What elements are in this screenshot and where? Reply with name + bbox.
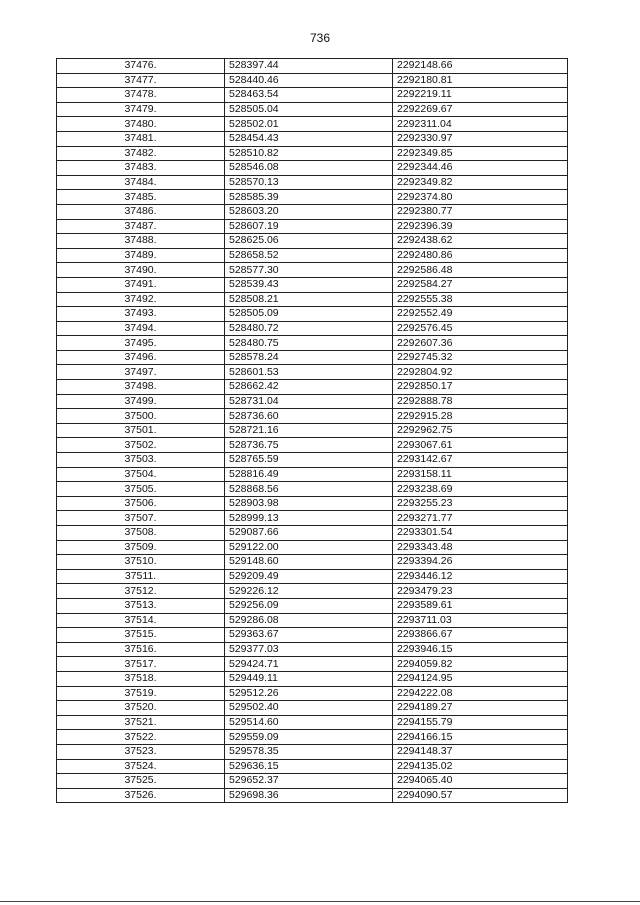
point-number-cell: 37521. (57, 715, 225, 730)
table-row (57, 307, 568, 322)
northing-cell: 2294222.08 (393, 686, 568, 701)
table-row (57, 365, 568, 380)
point-number-cell: 37500. (57, 409, 225, 424)
point-number-cell: 37485. (57, 190, 225, 205)
point-number-cell: 37481. (57, 131, 225, 146)
easting-cell: 528999.13 (225, 511, 393, 526)
easting-cell: 528570.13 (225, 175, 393, 190)
northing-cell: 2292586.48 (393, 263, 568, 278)
page-number: 736 (309, 31, 331, 45)
table-row (57, 701, 568, 716)
easting-cell: 529514.60 (225, 715, 393, 730)
table-row (57, 511, 568, 526)
point-number-cell: 37509. (57, 540, 225, 555)
table-row (57, 759, 568, 774)
point-number-cell: 37502. (57, 438, 225, 453)
easting-cell: 528578.24 (225, 350, 393, 365)
northing-cell: 2292480.86 (393, 248, 568, 263)
table-row (57, 321, 568, 336)
northing-cell: 2292888.78 (393, 394, 568, 409)
point-number-cell: 37524. (57, 759, 225, 774)
table-row (57, 496, 568, 511)
easting-cell: 528585.39 (225, 190, 393, 205)
northing-cell: 2294135.02 (393, 759, 568, 774)
table-row (57, 219, 568, 234)
table-row (57, 482, 568, 497)
easting-cell: 528480.72 (225, 321, 393, 336)
point-number-cell: 37501. (57, 423, 225, 438)
point-number-cell: 37497. (57, 365, 225, 380)
easting-cell: 528721.16 (225, 423, 393, 438)
table-body (57, 59, 568, 803)
point-number-cell: 37478. (57, 88, 225, 103)
table-row (57, 350, 568, 365)
point-number-cell: 37511. (57, 569, 225, 584)
northing-cell: 2292330.97 (393, 131, 568, 146)
easting-cell: 528658.52 (225, 248, 393, 263)
northing-cell: 2293343.48 (393, 540, 568, 555)
point-number-cell: 37504. (57, 467, 225, 482)
point-number-cell: 37517. (57, 657, 225, 672)
table-row (57, 336, 568, 351)
point-number-cell: 37514. (57, 613, 225, 628)
table-row (57, 555, 568, 570)
point-number-cell: 37488. (57, 234, 225, 249)
easting-cell: 528765.59 (225, 453, 393, 468)
point-number-cell: 37491. (57, 277, 225, 292)
northing-cell: 2292552.49 (393, 307, 568, 322)
northing-cell: 2292269.67 (393, 102, 568, 117)
northing-cell: 2294059.82 (393, 657, 568, 672)
point-number-cell: 37523. (57, 744, 225, 759)
easting-cell: 529502.40 (225, 701, 393, 716)
northing-cell: 2292219.11 (393, 88, 568, 103)
table-row (57, 613, 568, 628)
table-row (57, 161, 568, 176)
table-row (57, 657, 568, 672)
northing-cell: 2294124.95 (393, 671, 568, 686)
easting-cell: 528607.19 (225, 219, 393, 234)
point-number-cell: 37493. (57, 307, 225, 322)
easting-cell: 528508.21 (225, 292, 393, 307)
table-row (57, 744, 568, 759)
table-row (57, 131, 568, 146)
northing-cell: 2292374.80 (393, 190, 568, 205)
point-number-cell: 37483. (57, 161, 225, 176)
northing-cell: 2292555.38 (393, 292, 568, 307)
point-number-cell: 37526. (57, 788, 225, 803)
point-number-cell: 37499. (57, 394, 225, 409)
northing-cell: 2292396.39 (393, 219, 568, 234)
table-row (57, 642, 568, 657)
point-number-cell: 37516. (57, 642, 225, 657)
table-row (57, 526, 568, 541)
easting-cell: 528736.75 (225, 438, 393, 453)
easting-cell: 529652.37 (225, 774, 393, 789)
northing-cell: 2293255.23 (393, 496, 568, 511)
point-number-cell: 37492. (57, 292, 225, 307)
table-row (57, 438, 568, 453)
northing-cell: 2293238.69 (393, 482, 568, 497)
northing-cell: 2293589.61 (393, 598, 568, 613)
table-row (57, 146, 568, 161)
easting-cell: 528903.98 (225, 496, 393, 511)
table-row (57, 453, 568, 468)
table-row (57, 204, 568, 219)
northing-cell: 2292607.36 (393, 336, 568, 351)
table-row (57, 774, 568, 789)
northing-cell: 2293479.23 (393, 584, 568, 599)
easting-cell: 528601.53 (225, 365, 393, 380)
point-number-cell: 37477. (57, 73, 225, 88)
table-row (57, 686, 568, 701)
easting-cell: 528539.43 (225, 277, 393, 292)
point-number-cell: 37503. (57, 453, 225, 468)
easting-cell: 528505.09 (225, 307, 393, 322)
easting-cell: 528731.04 (225, 394, 393, 409)
point-number-cell: 37515. (57, 628, 225, 643)
table-row (57, 671, 568, 686)
easting-cell: 528397.44 (225, 59, 393, 74)
easting-cell: 528816.49 (225, 467, 393, 482)
northing-cell: 2293866.67 (393, 628, 568, 643)
point-number-cell: 37520. (57, 701, 225, 716)
point-number-cell: 37505. (57, 482, 225, 497)
northing-cell: 2292745.32 (393, 350, 568, 365)
easting-cell: 528505.04 (225, 102, 393, 117)
northing-cell: 2292349.82 (393, 175, 568, 190)
northing-cell: 2292962.75 (393, 423, 568, 438)
northing-cell: 2292915.28 (393, 409, 568, 424)
northing-cell: 2294166.15 (393, 730, 568, 745)
easting-cell: 529087.66 (225, 526, 393, 541)
northing-cell: 2292311.04 (393, 117, 568, 132)
table-row (57, 248, 568, 263)
easting-cell: 529636.15 (225, 759, 393, 774)
point-number-cell: 37494. (57, 321, 225, 336)
easting-cell: 528502.01 (225, 117, 393, 132)
table-row (57, 467, 568, 482)
point-number-cell: 37486. (57, 204, 225, 219)
easting-cell: 529122.00 (225, 540, 393, 555)
table-row (57, 73, 568, 88)
northing-cell: 2292584.27 (393, 277, 568, 292)
easting-cell: 528603.20 (225, 204, 393, 219)
point-number-cell: 37498. (57, 380, 225, 395)
table-row (57, 234, 568, 249)
table-row (57, 88, 568, 103)
northing-cell: 2292180.81 (393, 73, 568, 88)
page-bottom-edge (0, 901, 640, 902)
point-number-cell: 37479. (57, 102, 225, 117)
easting-cell: 528577.30 (225, 263, 393, 278)
point-number-cell: 37496. (57, 350, 225, 365)
easting-cell: 529256.09 (225, 598, 393, 613)
northing-cell: 2293394.26 (393, 555, 568, 570)
point-number-cell: 37525. (57, 774, 225, 789)
point-number-cell: 37506. (57, 496, 225, 511)
table-row (57, 730, 568, 745)
table-row (57, 263, 568, 278)
easting-cell: 529377.03 (225, 642, 393, 657)
table-row (57, 584, 568, 599)
table-row (57, 277, 568, 292)
point-number-cell: 37522. (57, 730, 225, 745)
easting-cell: 529698.36 (225, 788, 393, 803)
point-number-cell: 37489. (57, 248, 225, 263)
northing-cell: 2293446.12 (393, 569, 568, 584)
point-number-cell: 37513. (57, 598, 225, 613)
northing-cell: 2292344.46 (393, 161, 568, 176)
northing-cell: 2293158.11 (393, 467, 568, 482)
point-number-cell: 37495. (57, 336, 225, 351)
easting-cell: 529226.12 (225, 584, 393, 599)
table-row (57, 190, 568, 205)
northing-cell: 2293142.67 (393, 453, 568, 468)
table-row (57, 380, 568, 395)
easting-cell: 528736.60 (225, 409, 393, 424)
table-row (57, 788, 568, 803)
table-row (57, 540, 568, 555)
northing-cell: 2294065.40 (393, 774, 568, 789)
point-number-cell: 37512. (57, 584, 225, 599)
northing-cell: 2292576.45 (393, 321, 568, 336)
table-row (57, 394, 568, 409)
easting-cell: 528440.46 (225, 73, 393, 88)
easting-cell: 529148.60 (225, 555, 393, 570)
table-row (57, 409, 568, 424)
point-number-cell: 37484. (57, 175, 225, 190)
point-number-cell: 37490. (57, 263, 225, 278)
table-row (57, 423, 568, 438)
easting-cell: 529286.08 (225, 613, 393, 628)
point-number-cell: 37480. (57, 117, 225, 132)
northing-cell: 2292438.62 (393, 234, 568, 249)
northing-cell: 2293271.77 (393, 511, 568, 526)
easting-cell: 528480.75 (225, 336, 393, 351)
point-number-cell: 37487. (57, 219, 225, 234)
northing-cell: 2293301.54 (393, 526, 568, 541)
easting-cell: 528463.54 (225, 88, 393, 103)
point-number-cell: 37510. (57, 555, 225, 570)
easting-cell: 528662.42 (225, 380, 393, 395)
easting-cell: 529449.11 (225, 671, 393, 686)
easting-cell: 529559.09 (225, 730, 393, 745)
easting-cell: 529578.35 (225, 744, 393, 759)
northing-cell: 2294148.37 (393, 744, 568, 759)
northing-cell: 2294189.27 (393, 701, 568, 716)
table-row (57, 175, 568, 190)
point-number-cell: 37519. (57, 686, 225, 701)
northing-cell: 2292804.92 (393, 365, 568, 380)
table-row (57, 59, 568, 74)
northing-cell: 2293067.61 (393, 438, 568, 453)
northing-cell: 2292148.66 (393, 59, 568, 74)
coordinates-table (56, 58, 568, 803)
northing-cell: 2292349.85 (393, 146, 568, 161)
northing-cell: 2294090.57 (393, 788, 568, 803)
easting-cell: 529424.71 (225, 657, 393, 672)
northing-cell: 2294155.79 (393, 715, 568, 730)
easting-cell: 528510.82 (225, 146, 393, 161)
easting-cell: 528868.56 (225, 482, 393, 497)
table-row (57, 102, 568, 117)
table-row (57, 715, 568, 730)
point-number-cell: 37482. (57, 146, 225, 161)
table-row (57, 598, 568, 613)
northing-cell: 2293946.15 (393, 642, 568, 657)
easting-cell: 529209.49 (225, 569, 393, 584)
northing-cell: 2292850.17 (393, 380, 568, 395)
easting-cell: 529512.26 (225, 686, 393, 701)
easting-cell: 528625.06 (225, 234, 393, 249)
table-row (57, 628, 568, 643)
point-number-cell: 37507. (57, 511, 225, 526)
point-number-cell: 37518. (57, 671, 225, 686)
easting-cell: 529363.67 (225, 628, 393, 643)
table-row (57, 117, 568, 132)
easting-cell: 528546.08 (225, 161, 393, 176)
easting-cell: 528454.43 (225, 131, 393, 146)
table-row (57, 292, 568, 307)
northing-cell: 2293711.03 (393, 613, 568, 628)
northing-cell: 2292380.77 (393, 204, 568, 219)
point-number-cell: 37476. (57, 59, 225, 74)
table-row (57, 569, 568, 584)
point-number-cell: 37508. (57, 526, 225, 541)
